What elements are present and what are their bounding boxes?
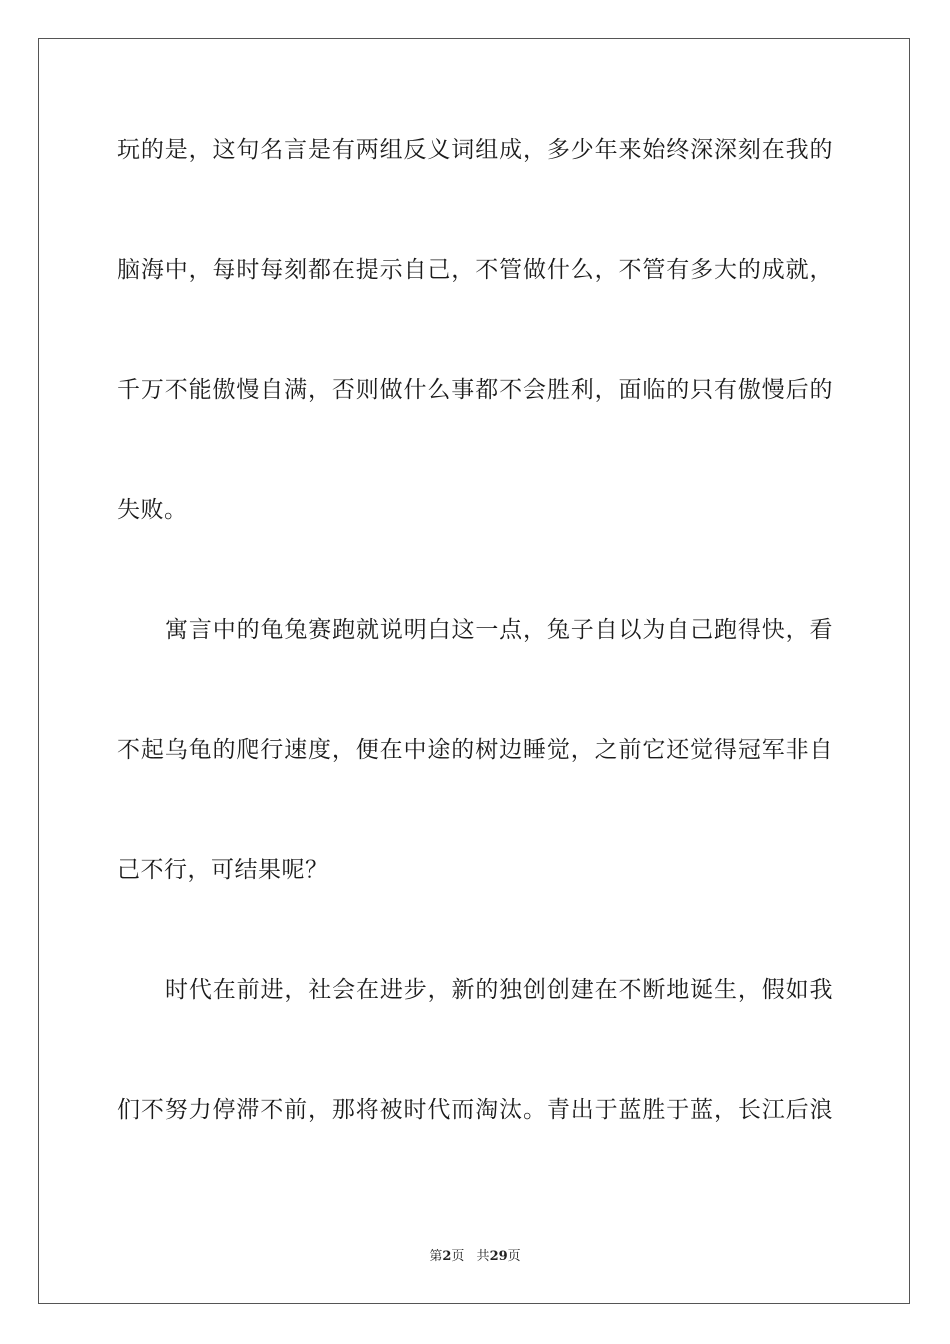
- text-line-5: 寓言中的龟兔赛跑就说明白这一点，兔子自以为自己跑得快，看: [165, 617, 833, 643]
- text-line-8: 时代在前进，社会在进步，新的独创创建在不断地诞生，假如我: [165, 977, 833, 1003]
- page-footer: [0, 1249, 950, 1265]
- text-line-4: 失败。: [117, 497, 188, 523]
- text-line-1: 玩的是，这句名言是有两组反义词组成，多少年来始终深深刻在我的: [117, 137, 833, 163]
- text-line-7: 己不行，可结果呢？: [117, 857, 329, 883]
- text-line-3: 千万不能傲慢自满，否则做什么事都不会胜利，面临的只有傲慢后的: [117, 377, 833, 403]
- current-page: 第2页: [429, 1249, 465, 1264]
- total-pages: 共29页: [476, 1249, 521, 1264]
- text-line-2: 脑海中，每时每刻都在提示自己，不管做什么，不管有多大的成就，: [117, 257, 833, 283]
- text-line-6: 不起乌龟的爬行速度，便在中途的树边睡觉，之前它还觉得冠军非自: [117, 737, 833, 763]
- text-line-9: 们不努力停滞不前，那将被时代而淘汰。青出于蓝胜于蓝，长江后浪: [117, 1097, 833, 1123]
